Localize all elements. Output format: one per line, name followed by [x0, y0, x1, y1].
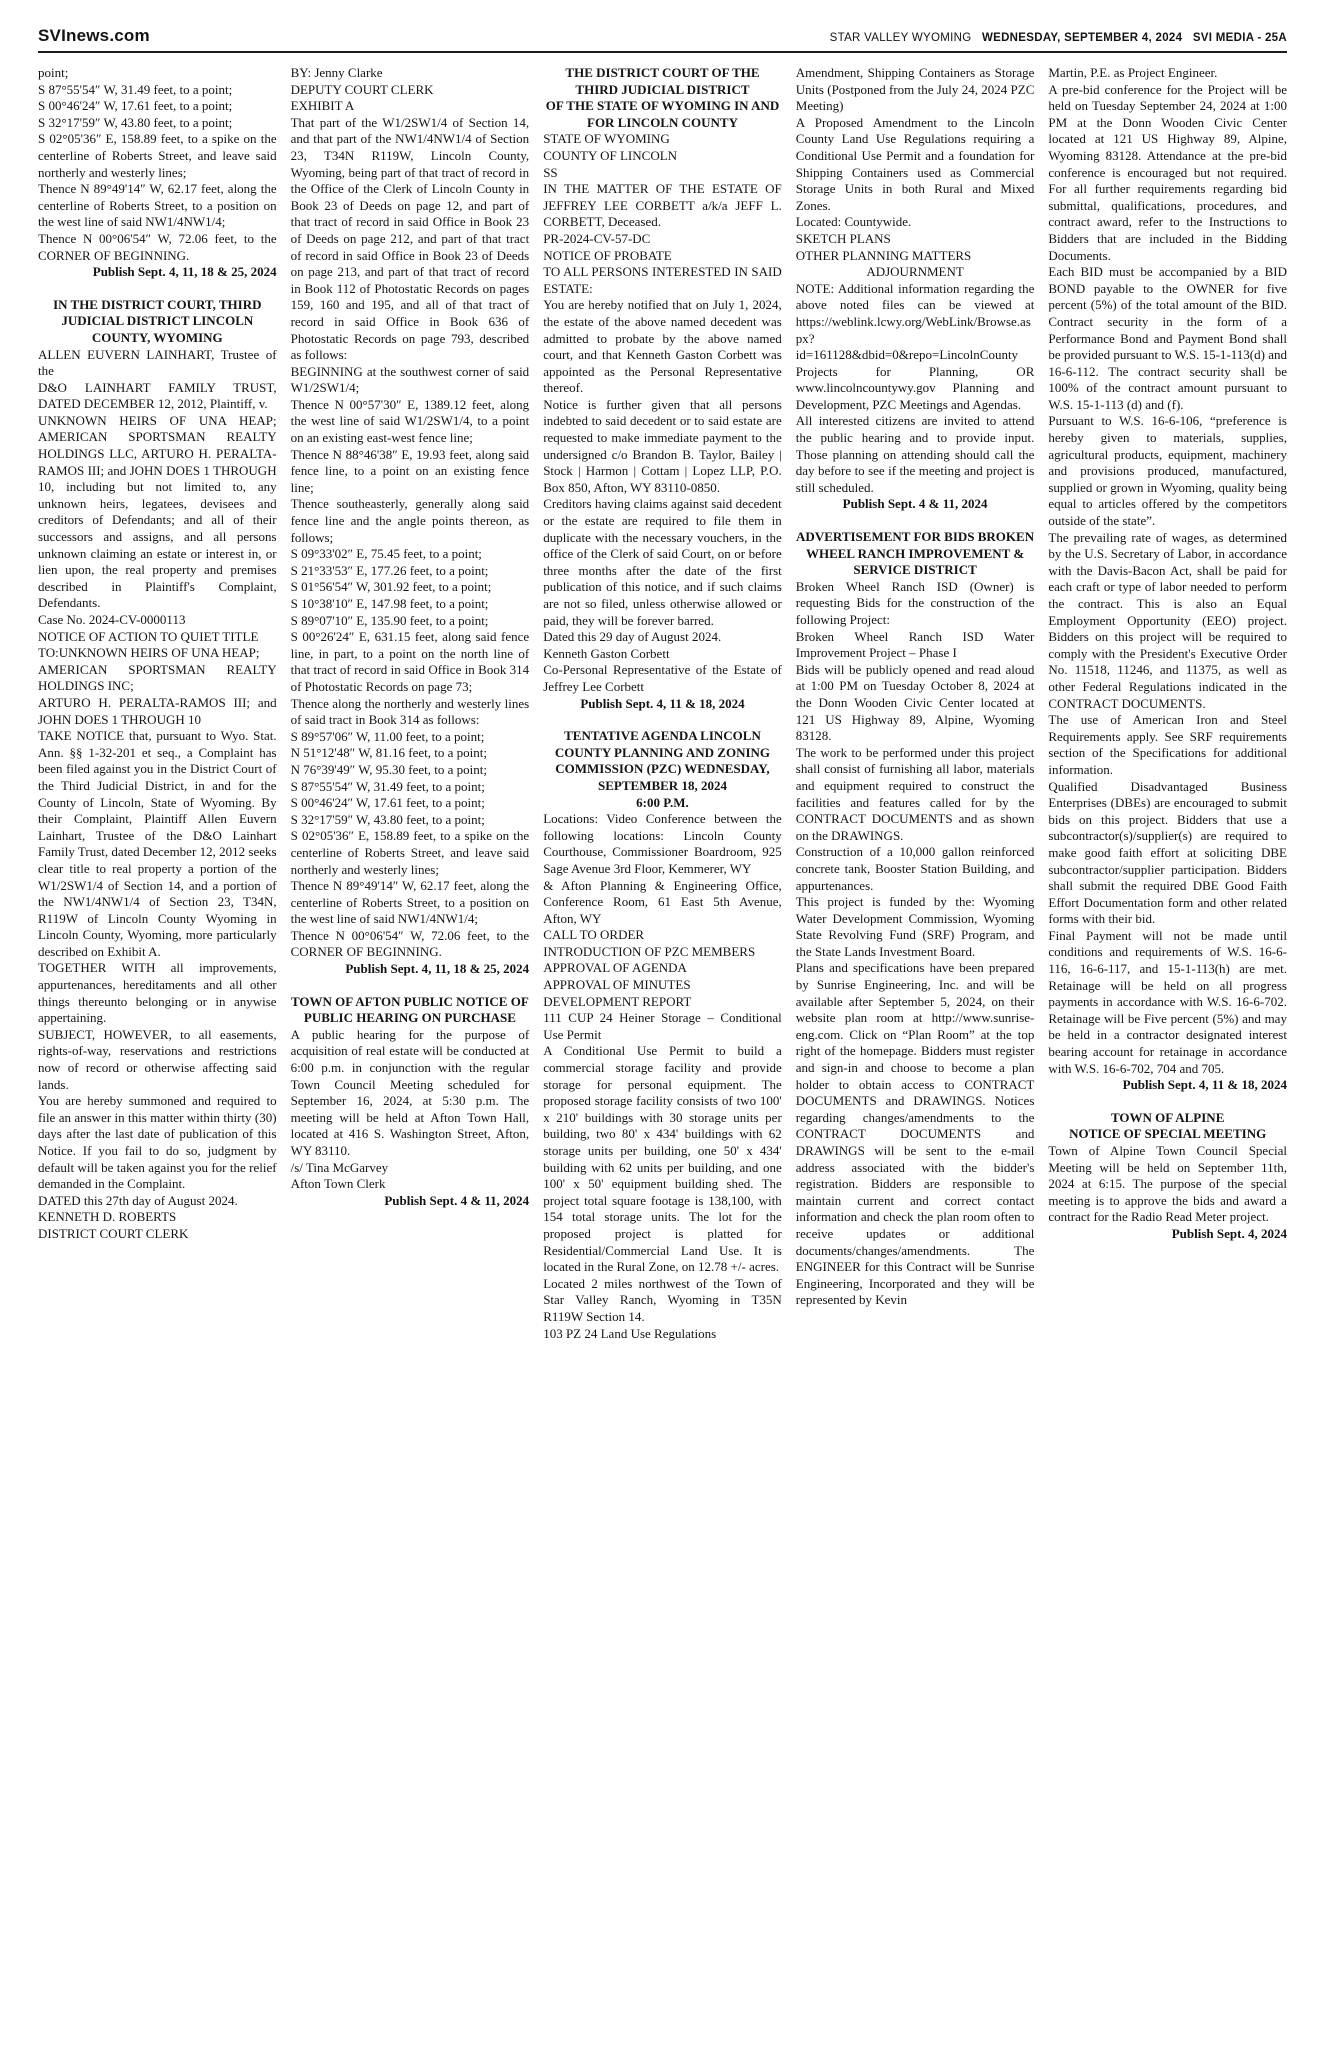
notice-heading: IN THE DISTRICT COURT, THIRD JUDICIAL DISTRICT LINCOLN COUNTY, WYOMING — [53, 296, 262, 345]
publish-line: Publish Sept. 4, 11 & 18, 2024 — [580, 695, 745, 711]
notice-paragraph: AMERICAN SPORTSMAN REALTY HOLDINGS INC; — [38, 661, 277, 694]
notice-paragraph: Pursuant to W.S. 16-6-106, “preference is hereby given to materials, supplies, agricultural products, equipment, machinery and provisions produced, manufactured, supplied or grown in Wyoming, quality being equal to articles offered by the competitors outside of the state”. — [1048, 413, 1287, 529]
notice-paragraph: That part of the W1/2SW1/4 of Section 14, and that part of the NW1/4NW1/4 of Section 23, T34N R119W, Lincoln County, Wyoming, being part of that tract of record in the Office of the Clerk of Lincoln County in Book 23 of Deeds on page 12, and part of that tract of record in said Office in Book 23 of Deeds on page 212, and part of that tract of record in said Office in Book 23 of Deeds on page 213, and part of that tract of record in Book 112 of Photostatic Records on pages 159, 160 and 195, and all of that tract of record in said Office in Book 636 of Photostatic Records on page 793, described as follows: — [290, 114, 530, 363]
notice-heading: TENTATIVE AGENDA LINCOLN COUNTY PLANNING AND ZONING COMMISSION (PZC) WEDNESDAY, SEPTEMBER 18, 2024 — [554, 728, 771, 793]
notice-paragraph: The use of American Iron and Steel Requirements apply. See SRF requirements section of the Specifications for additional information. — [1048, 712, 1287, 777]
issue-edition: SVI MEDIA - 25A — [1192, 32, 1287, 44]
notice-paragraph: A Conditional Use Permit to build a commercial storage facility and provide storage for personal equipment. The proposed storage facility consists of two 100' x 210' buildings with 30 storage units per building, two 80' x 434' buildings with 62 storage units per building, one 50' x 434' building with 62 units per building, and one 100' x 50' equipment building shed. The project total square footage is 138,100, with 154 total storage units. The lot for the proposed project is platted for Residential/Commercial Land Use. It is located in the Rural Zone, on 12.78 +/- acres. — [543, 1043, 782, 1275]
notice-paragraph: NOTE: Additional information regarding the above noted files can be viewed at https://weblink.lcwy.org/WebLink/Browse.aspx?id=161128&dbid=0&repo=LincolnCounty — [795, 280, 1035, 363]
notice-paragraph: S 00°26'24″ E, 631.15 feet, along said fence line, in part, to a point on the north line of that tract of record in said Office in Book 314 of Photostatic Records on page 73; — [290, 629, 530, 694]
notice-heading: TOWN OF AFTON PUBLIC NOTICE OF PUBLIC HEARING ON PURCHASE — [291, 993, 529, 1026]
notice-paragraph: Co-Personal Representative of the Estate of Jeffrey Lee Corbett — [543, 662, 782, 694]
notice-paragraph: PR-2024-CV-57-DC — [543, 230, 651, 246]
notice-paragraph: 111 CUP 24 Heiner Storage – Conditional Use Permit — [543, 1010, 782, 1042]
notice-paragraph: DEPUTY COURT CLERK — [290, 81, 434, 97]
notice-paragraph: Locations: Video Conference between the following locations: Lincoln County Courthouse, Commissioner Boardroom, 925 Sage Avenue 3rd Floor, Kemmerer, WY — [543, 811, 782, 876]
notice-paragraph: D&O LAINHART FAMILY TRUST, DATED DECEMBER 12, 2012, Plaintiff, v. — [38, 379, 277, 412]
notice-paragraph: S 87°55'54″ W, 31.49 feet, to a point; — [290, 778, 485, 794]
notice-paragraph: Thence N 89°49'14″ W, 62.17 feet, along the centerline of Roberts Street, to a position on the west line of said NW1/4NW1/4; — [290, 878, 530, 927]
notice-paragraph: STATE OF WYOMING — [543, 131, 670, 147]
notice-paragraph: S 02°05'36″ E, 158.89 feet, to a spike on the centerline of Roberts Street, and leave said northerly and westerly lines; — [38, 131, 277, 180]
notice-paragraph: S 01°56'54″ W, 301.92 feet, to a point; — [290, 579, 492, 595]
notice-paragraph: Dated this 29 day of August 2024. — [543, 629, 722, 645]
notice-paragraph: INTRODUCTION OF PZC MEMBERS — [543, 943, 756, 959]
notice-paragraph: S 32°17'59″ W, 43.80 feet, to a point; — [38, 114, 233, 130]
notice-paragraph: S 89°07'10″ E, 135.90 feet, to a point; — [290, 612, 489, 628]
notice-paragraph: KENNETH D. ROBERTS — [38, 1209, 177, 1225]
notice-paragraph: BEGINNING at the southwest corner of said W1/2SW1/4; — [290, 363, 530, 396]
notice-paragraph: S 00°46'24″ W, 17.61 feet, to a point; — [290, 795, 485, 811]
notice-paragraph: & Afton Planning & Engineering Office, Conference Room, 61 East 5th Avenue, Afton, WY — [543, 877, 782, 926]
notice-paragraph: N 76°39'49″ W, 95.30 feet, to a point; — [290, 761, 487, 777]
notice-paragraph: All interested citizens are invited to attend the public hearing and to provide input. Those planning on attending should call the day before to see if the meeting and project is still scheduled. — [795, 413, 1035, 495]
issue-location: STAR VALLEY WYOMING — [829, 32, 972, 44]
notice-paragraph: N 51°12'48″ W, 81.16 feet, to a point; — [290, 745, 487, 761]
legal-notices-section — [38, 65, 1287, 1342]
notice-paragraph: SKETCH PLANS — [795, 230, 891, 246]
notice-paragraph: You are hereby notified that on July 1, 2024, the estate of the above named decedent was admitted to probate by the above named court, and that Kenneth Gaston Corbett was appointed as the Personal Representative thereof. — [543, 297, 782, 396]
notice-paragraph: Located: Countywide. — [795, 214, 912, 230]
notice-heading: NOTICE OF SPECIAL MEETING — [1069, 1126, 1267, 1142]
notice-paragraph: A Proposed Amendment to the Lincoln County Land Use Regulations requiring a Conditional Use Permit and a foundation for Shipping Containers used as Commercial Storage Units in both Rural and Mixed Zones. — [795, 114, 1035, 213]
notice-paragraph: S 21°33'53″ E, 177.26 feet, to a point; — [290, 562, 489, 578]
notice-paragraph: DATED this 27th day of August 2024. — [38, 1192, 238, 1208]
site-name: SVInews.com — [38, 26, 150, 45]
publish-line: Publish Sept. 4 & 11, 2024 — [384, 1192, 530, 1208]
notice-paragraph: OTHER PLANNING MATTERS — [795, 247, 972, 263]
notice-paragraph: NOTICE OF ACTION TO QUIET TITLE — [38, 628, 259, 644]
notice-paragraph: S 02°05'36″ E, 158.89 feet, to a spike on the centerline of Roberts Street, and leave said northerly and westerly lines; — [290, 828, 530, 877]
notice-paragraph: Town of Alpine Town Council Special Meeting will be held on September 11th, 2024 at 6:15. The purpose of the special meeting is to approve the bids and award a contract for the Radio Read Meter project. — [1048, 1143, 1287, 1225]
notice-paragraph: UNKNOWN HEIRS OF UNA HEAP; AMERICAN SPORTSMAN REALTY HOLDINGS LLC, ARTURO H. PERALTA-RAMOS III; and JOHN DOES 1 THROUGH 10, including but not limited to, any unknown heirs, legatees, devisees and creditors of Defendants; and all of their successors and assigns, and all persons unknown claiming an estate or interest in, or lien upon, the real property and premises described in Plaintiff's Complaint, Defendants. — [38, 412, 277, 611]
notice-paragraph: DISTRICT COURT CLERK — [38, 1225, 189, 1241]
notice-paragraph: NOTICE OF PROBATE — [543, 247, 672, 263]
issue-date: WEDNESDAY, SEPTEMBER 4, 2024 — [981, 32, 1183, 44]
notice-paragraph: Qualified Disadvantaged Business Enterprises (DBEs) are encouraged to submit bids on this project. Bidders that use a subcontractor(s)/supplier(s) are required to make good faith effort at soliciting DBE subcontractor/supplier participation. Bidders shall submit the required DBE Good Faith Effort Documentation form and other related forms with their bid. — [1048, 778, 1287, 927]
notice-paragraph: S 09°33'02″ E, 75.45 feet, to a point; — [290, 546, 482, 562]
notice-paragraph: Thence along the northerly and westerly lines of said tract in Book 314 as follows: — [290, 695, 530, 728]
notice-paragraph: EXHIBIT A — [290, 98, 355, 114]
masthead — [38, 26, 1287, 53]
notice-paragraph: APPROVAL OF AGENDA — [543, 960, 687, 976]
notice-paragraph: IN THE MATTER OF THE ESTATE OF JEFFREY LEE CORBETT a/k/a JEFF L. CORBETT, Deceased. — [543, 181, 782, 230]
notice-paragraph: Kenneth Gaston Corbett — [543, 645, 670, 661]
notice-paragraph: Final Payment will not be made until conditions and requirements of W.S. 16-6-116, 16-6-117, and 15-1-113(h) are met. Retainage will be held on all progress payments in accordance with W.S. 16-6-702. Retainage will be Five percent (5%) and may be held in a contractor designated interest bearing account for retainage in accordance with W.S. 16-6-702, 704 and 705. — [1048, 927, 1287, 1076]
notice-paragraph: DEVELOPMENT REPORT — [543, 993, 692, 1009]
notice-paragraph: Notice is further given that all persons indebted to said decedent or to said estate are requested to make immediate payment to the undersigned c/o Brandon B. Taylor, Bailey | Stock | Harmon | Cottam | Lopez LLP, P.O. Box 850, Afton, WY 83110-0850. — [543, 396, 782, 495]
notice-paragraph: Thence southeasterly, generally along said fence line and the angle points thereon, as follows; — [290, 496, 530, 545]
publish-line: Publish Sept. 4, 2024 — [1171, 1225, 1287, 1241]
notice-paragraph: CALL TO ORDER — [543, 927, 645, 943]
notice-heading: OF THE STATE OF WYOMING IN AND FOR LINCOLN COUNTY — [545, 98, 780, 130]
notice-paragraph: A pre-bid conference for the Project will be held on Tuesday September 24, 2024 at 1:00 PM at the Donn Wooden Civic Center located at 121 US Highway 89, Alpine, Wyoming 83128. Attendance at the pre-bid conference is encouraged but not required. For all further requirements regarding bid submittal, qualifications, procedures, and contract award, refer to the Instructions to Bidders that are included in the Bidding Documents. — [1048, 81, 1287, 263]
notice-heading: ADVERTISEMENT FOR BIDS BROKEN WHEEL RANCH IMPROVEMENT & SERVICE DISTRICT — [796, 529, 1035, 578]
notice-paragraph: Broken Wheel Ranch ISD Water Improvement Project – Phase I — [795, 628, 1035, 661]
notice-paragraph: S 32°17'59″ W, 43.80 feet, to a point; — [290, 811, 485, 827]
notice-paragraph: 103 PZ 24 Land Use Regulations — [543, 1325, 717, 1341]
notice-paragraph: Afton Town Clerk — [290, 1176, 386, 1192]
notice-paragraph: S 00°46'24″ W, 17.61 feet, to a point; — [38, 98, 233, 114]
notice-paragraph: Projects for Planning, OR www.lincolncountywy.gov Planning and Development, PZC Meetings and Agendas. — [795, 363, 1035, 412]
notice-paragraph: TO:UNKNOWN HEIRS OF UNA HEAP; — [38, 645, 260, 661]
column-2 — [291, 65, 530, 1342]
notice-paragraph: TO ALL PERSONS INTERESTED IN SAID ESTATE: — [543, 264, 782, 296]
publish-line: Publish Sept. 4, 11, 18 & 25, 2024 — [92, 264, 277, 280]
notice-paragraph: Thence N 00°57'30″ E, 1389.12 feet, along the west line of said W1/2SW1/4, to a point on an existing east-west fence line; — [290, 396, 530, 446]
notice-paragraph: S 87°55'54″ W, 31.49 feet, to a point; — [38, 81, 233, 97]
notice-paragraph: ADJOURNMENT — [866, 264, 964, 280]
issue-line — [830, 32, 1287, 44]
notice-paragraph: Located 2 miles northwest of the Town of Star Valley Ranch, Wyoming in T35N R119W Section 14. — [543, 1275, 782, 1324]
notice-paragraph: A public hearing for the purpose of acquisition of real estate will be conducted at 6:00 p.m. in conjunction with the regular Town Council Meeting scheduled for September 16, 2024, at 5:30 p.m. The meeting will be held at Afton Town Hall, located at 416 S. Washington Street, Afton, WY 83110. — [290, 1026, 530, 1158]
notice-paragraph: BY: Jenny Clarke — [290, 65, 383, 80]
notice-paragraph: SS — [543, 164, 558, 180]
notice-paragraph: Broken Wheel Ranch ISD (Owner) is requesting Bids for the construction of the following Project: — [795, 578, 1035, 627]
publish-line: Publish Sept. 4 & 11, 2024 — [842, 496, 988, 512]
notice-paragraph: APPROVAL OF MINUTES — [543, 977, 691, 993]
column-3 — [543, 65, 782, 1342]
notice-paragraph: TOGETHER WITH all improvements, appurtenances, hereditaments and all other things thereunto belonging or in anywise appertaining. — [38, 960, 277, 1026]
publish-line: Publish Sept. 4, 11, 18 & 25, 2024 — [345, 961, 530, 977]
column-4 — [796, 65, 1035, 1342]
notice-heading: TOWN OF ALPINE — [1110, 1109, 1225, 1125]
notice-paragraph: Amendment, Shipping Containers as Storage Units (Postponed from the July 24, 2024 PZC Meeting) — [795, 65, 1035, 114]
notice-paragraph: Bids will be publicly opened and read aloud at 1:00 PM on Tuesday October 8, 2024 at the Donn Wooden Civic Center located at 121 US Highway 89, Alpine, Wyoming 83128. — [795, 661, 1035, 744]
notice-paragraph: You are hereby summoned and required to file an answer in this matter within thirty (30) days after the last date of publication of this Notice. If you fail to do so, judgment by default will be taken against you for the relief demanded in the Complaint. — [38, 1093, 277, 1192]
notice-paragraph: Thence N 00°06'54″ W, 72.06 feet, to the CORNER OF BEGINNING. — [38, 230, 277, 263]
notice-paragraph: The work to be performed under this project shall consist of furnishing all labor, materials and equipment required to construct the facilities and features called for by the CONTRACT DOCUMENTS and as shown on the DRAWINGS. — [795, 744, 1035, 843]
notice-paragraph: ALLEN EUVERN LAINHART, Trustee of the — [38, 346, 277, 379]
notice-paragraph: ARTURO H. PERALTA-RAMOS III; and JOHN DOES 1 THROUGH 10 — [38, 694, 277, 727]
notice-paragraph: Thence N 00°06'54″ W, 72.06 feet, to the CORNER OF BEGINNING. — [290, 927, 530, 960]
notice-paragraph: S 10°38'10″ E, 147.98 feet, to a point; — [290, 596, 489, 611]
notice-paragraph: Thence N 89°49'14″ W, 62.17 feet, along the centerline of Roberts Street, to a position on the west line of said NW1/4NW1/4; — [38, 181, 277, 230]
notice-paragraph: Construction of a 10,000 gallon reinforced concrete tank, Booster Station Building, and appurtenances. — [795, 844, 1035, 893]
notice-paragraph: Thence N 88°46'38″ E, 19.93 feet, along said fence line, to a point on an existing fence line; — [290, 446, 530, 495]
publish-line: Publish Sept. 4, 11 & 18, 2024 — [1122, 1077, 1287, 1093]
column-1 — [38, 65, 277, 1342]
notice-paragraph: Creditors having claims against said decedent or the estate are required to file them in duplicate with the necessary vouchers, in the office of the Clerk of said Court, on or before three months after the date of the first publication of this notice, and if such claims are not so filed, unless otherwise allowed or paid, they will be forever barred. — [543, 496, 782, 628]
notice-paragraph: TAKE NOTICE that, pursuant to Wyo. Stat. Ann. §§ 1-32-201 et seq., a Complaint has been filed against you in the District Court of the Third Judicial District, in and for the County of Lincoln, State of Wyoming. By their Complaint, Plaintiff Allen Euvern Lainhart, Trustee of the D&O Lainhart Family Trust, dated December 12, 2012 seeks clear title to real property a portion of the W1/2SW1/4 of Section 14, and a portion of the NW1/4NW1/4 of Section 23, T34N, R119W of Lincoln County Wyoming in Lincoln County, Wyoming, more particularly described on Exhibit A. — [38, 728, 277, 959]
column-5 — [1048, 65, 1287, 1342]
notice-paragraph: The prevailing rate of wages, as determined by the U.S. Secretary of Labor, in accordance with the Davis-Bacon Act, shall be paid for each craft or type of labor needed to perform the contract. This is also an Equal Employment Opportunity (EEO) project. Bidders on this project will be required to comply with the President's Executive Order No. 11518, 11246, and 11375, as well as other Federal Regulations indicated in the CONTRACT DOCUMENTS. — [1048, 529, 1287, 711]
notice-paragraph: Each BID must be accompanied by a BID BOND payable to the OWNER for five percent (5%) of the total amount of the BID. Contract security in the form of a Performance Bond and Payment Bond shall be provided pursuant to W.S. 15-1-113(d) and 16-6-112. The contract security shall be 100% of the contract amount pursuant to W.S. 15-1-113 (d) and (f). — [1048, 264, 1287, 412]
notice-paragraph: /s/ Tina McGarvey — [290, 1159, 389, 1175]
notice-heading: 6:00 P.M. — [636, 794, 689, 810]
notice-heading: THE DISTRICT COURT OF THE THIRD JUDICIAL DISTRICT — [565, 65, 760, 97]
notice-paragraph: SUBJECT, HOWEVER, to all easements, rights-of-way, reservations and restrictions now of record or otherwise affecting said lands. — [38, 1026, 277, 1092]
notice-paragraph: COUNTY OF LINCOLN — [543, 147, 678, 163]
notice-paragraph: This project is funded by the: Wyoming Water Development Commission, Wyoming State Revolving Fund (SRF) Program, and the State Lands Investment Board. — [795, 894, 1035, 959]
notice-paragraph: Case No. 2024-CV-0000113 — [38, 612, 186, 627]
notice-paragraph: Plans and specifications have been prepared by Sunrise Engineering, Inc. and will be available after September 5, 2024, on their website plan room at http://www.sunrise-eng.com. Click on “Plan Room” at the top right of the homepage. Bidders must register and sign-in and choose to become a plan holder to obtain access to CONTRACT DOCUMENTS and DRAWINGS. Notices regarding changes/amendments to the CONTRACT DOCUMENTS and DRAWINGS will be sent to the e-mail address associated with the bidder's registration. Bidders are responsible to maintain current and correct contact information and check the plan room often to receive updates or additional documents/changes/amendments. The ENGINEER for this Contract will be Sunrise Engineering, Incorporated and they will be represented by Kevin — [795, 960, 1035, 1308]
notice-paragraph: Martin, P.E. as Project Engineer. — [1048, 65, 1218, 80]
notice-paragraph: S 89°57'06″ W, 11.00 feet, to a point; — [290, 728, 485, 744]
notice-paragraph: point; — [38, 65, 69, 80]
